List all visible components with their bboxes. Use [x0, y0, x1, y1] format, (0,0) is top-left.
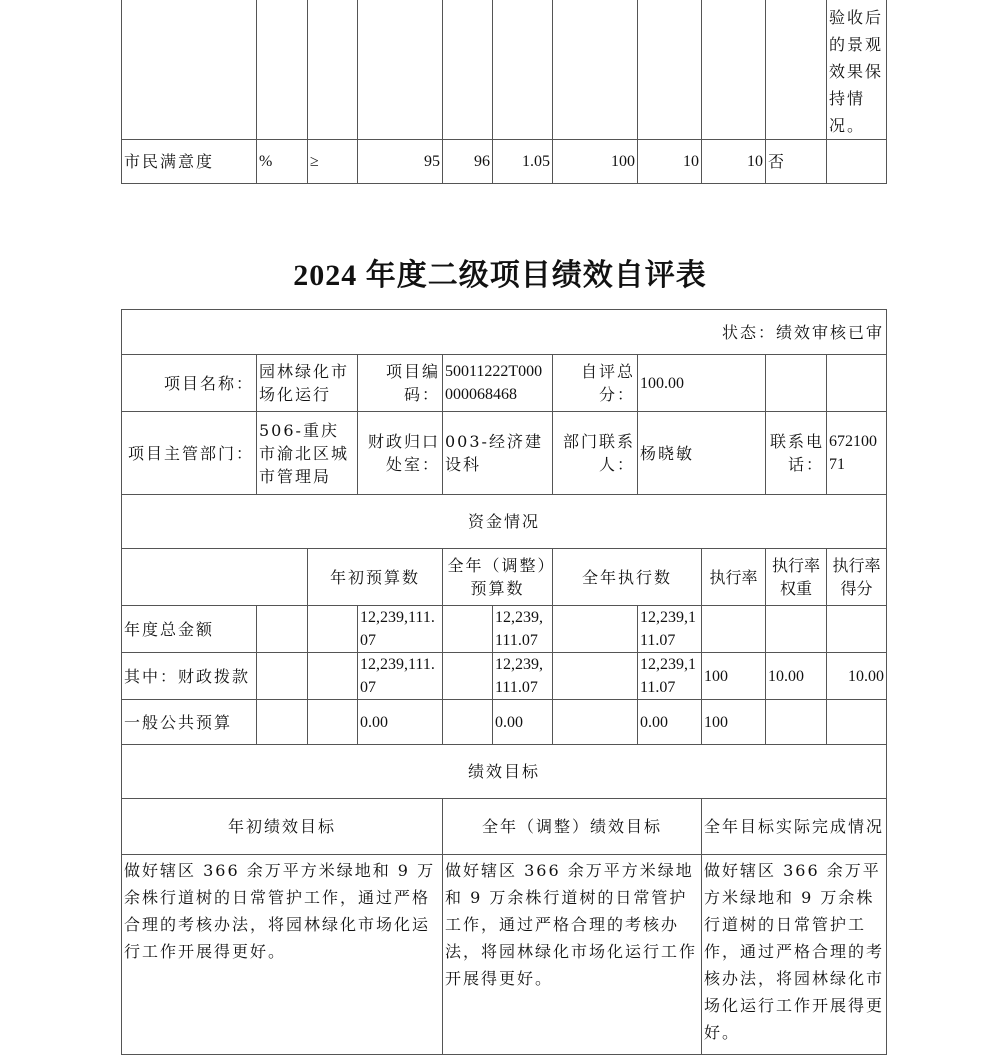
funds-weight — [766, 606, 827, 653]
empty-cell — [443, 653, 493, 700]
empty-cell — [766, 0, 827, 140]
indicator-weight: 10 — [638, 140, 702, 184]
funds-header-adjusted: 全年（调整）预算数 — [443, 549, 553, 606]
contact-value: 杨晓敏 — [638, 412, 766, 495]
indicator-ratio: 1.05 — [493, 140, 553, 184]
funds-rate: 100 — [702, 700, 766, 745]
empty-cell — [553, 0, 638, 140]
empty-cell — [493, 0, 553, 140]
goals-header-initial: 年初绩效目标 — [122, 799, 443, 855]
funds-weight: 10.00 — [766, 653, 827, 700]
funds-header-rate: 执行率 — [702, 549, 766, 606]
phone-label: 联系电话： — [766, 412, 827, 495]
empty-cell — [308, 700, 358, 745]
self-evaluation-table — [121, 309, 887, 1055]
empty-cell — [702, 0, 766, 140]
indicator-operator: ≥ — [308, 140, 358, 184]
funds-header-weight: 执行率权重 — [766, 549, 827, 606]
previous-indicator-table — [121, 0, 887, 184]
empty-cell — [257, 0, 308, 140]
self-score-value: 100.00 — [638, 355, 766, 412]
indicator-unit: % — [257, 140, 308, 184]
empty-cell — [308, 0, 358, 140]
funds-row — [122, 606, 887, 653]
empty-cell — [308, 653, 358, 700]
contact-label: 部门联系人： — [553, 412, 638, 495]
empty-cell — [553, 700, 638, 745]
empty-cell — [122, 549, 308, 606]
phone-value: 67210071 — [827, 412, 887, 495]
funds-header-score: 执行率得分 — [827, 549, 887, 606]
goals-header-actual: 全年目标实际完成情况 — [702, 799, 887, 855]
goals-header-adjusted: 全年（调整）绩效目标 — [443, 799, 702, 855]
funds-row-label: 其中：财政拨款 — [122, 653, 257, 700]
funds-rate — [702, 606, 766, 653]
empty-cell — [257, 653, 308, 700]
goals-section-title: 绩效目标 — [122, 745, 887, 799]
funds-executed: 12,239,111.07 — [638, 653, 702, 700]
empty-cell — [257, 700, 308, 745]
funds-executed: 12,239,111.07 — [638, 606, 702, 653]
project-name-label: 项目名称： — [122, 355, 257, 412]
funds-initial: 12,239,111.07 — [358, 606, 443, 653]
funds-row-label: 一般公共预算 — [122, 700, 257, 745]
funds-row-label: 年度总金额 — [122, 606, 257, 653]
funds-header-executed: 全年执行数 — [553, 549, 702, 606]
dept-value: 506-重庆市渝北区城市管理局 — [257, 412, 358, 495]
funds-rate: 100 — [702, 653, 766, 700]
project-code-value: 50011222T000000068468 — [443, 355, 553, 412]
empty-cell — [553, 653, 638, 700]
empty-cell — [443, 606, 493, 653]
funds-adjusted: 0.00 — [493, 700, 553, 745]
funds-score: 10.00 — [827, 653, 887, 700]
funds-adjusted: 12,239,111.07 — [493, 606, 553, 653]
page-title: 2024 年度二级项目绩效自评表 — [293, 259, 707, 292]
funds-initial: 12,239,111.07 — [358, 653, 443, 700]
funds-section-title: 资金情况 — [122, 495, 887, 549]
empty-cell — [443, 700, 493, 745]
empty-cell — [553, 606, 638, 653]
funds-initial: 0.00 — [358, 700, 443, 745]
funds-weight — [766, 700, 827, 745]
empty-cell — [638, 0, 702, 140]
dept-label: 项目主管部门： — [122, 412, 257, 495]
funds-row — [122, 653, 887, 700]
empty-cell — [358, 0, 443, 140]
empty-cell — [766, 355, 827, 412]
funds-executed: 0.00 — [638, 700, 702, 745]
remark-cell: 验收后的景观效果保持情况。 — [827, 0, 887, 140]
finance-office-value: 003-经济建设科 — [443, 412, 553, 495]
empty-cell — [122, 0, 257, 140]
empty-cell — [827, 355, 887, 412]
funds-score — [827, 700, 887, 745]
status-text: 状态：绩效审核已审 — [122, 310, 887, 355]
indicator-name: 市民满意度 — [122, 140, 257, 184]
indicator-actual: 96 — [443, 140, 493, 184]
empty-cell — [257, 606, 308, 653]
indicator-completion: 100 — [553, 140, 638, 184]
funds-score — [827, 606, 887, 653]
funds-adjusted: 12,239,111.07 — [493, 653, 553, 700]
finance-office-label: 财政归口处室： — [358, 412, 443, 495]
self-score-label: 自评总分： — [553, 355, 638, 412]
indicator-score: 10 — [702, 140, 766, 184]
goals-actual-text: 做好辖区 366 余万平方米绿地和 9 万余株行道树的日常管护工作，通过严格合理的考核办法，将园林绿化市场化运行工作开展得更好。 — [702, 855, 887, 1055]
indicator-target: 95 — [358, 140, 443, 184]
goals-adjusted-text: 做好辖区 366 余万平方米绿地和 9 万余株行道树的日常管护工作，通过严格合理的考核办法，将园林绿化市场化运行工作开展得更好。 — [443, 855, 702, 1055]
empty-cell — [443, 0, 493, 140]
project-code-label: 项目编码： — [358, 355, 443, 412]
project-name-value: 园林绿化市场化运行 — [257, 355, 358, 412]
funds-row — [122, 700, 887, 745]
goals-initial-text: 做好辖区 366 余万平方米绿地和 9 万余株行道树的日常管护工作，通过严格合理的考核办法，将园林绿化市场化运行工作开展得更好。 — [122, 855, 443, 1055]
empty-cell — [308, 606, 358, 653]
indicator-deviation: 否 — [766, 140, 827, 184]
funds-header-initial: 年初预算数 — [308, 549, 443, 606]
indicator-remark — [827, 140, 887, 184]
